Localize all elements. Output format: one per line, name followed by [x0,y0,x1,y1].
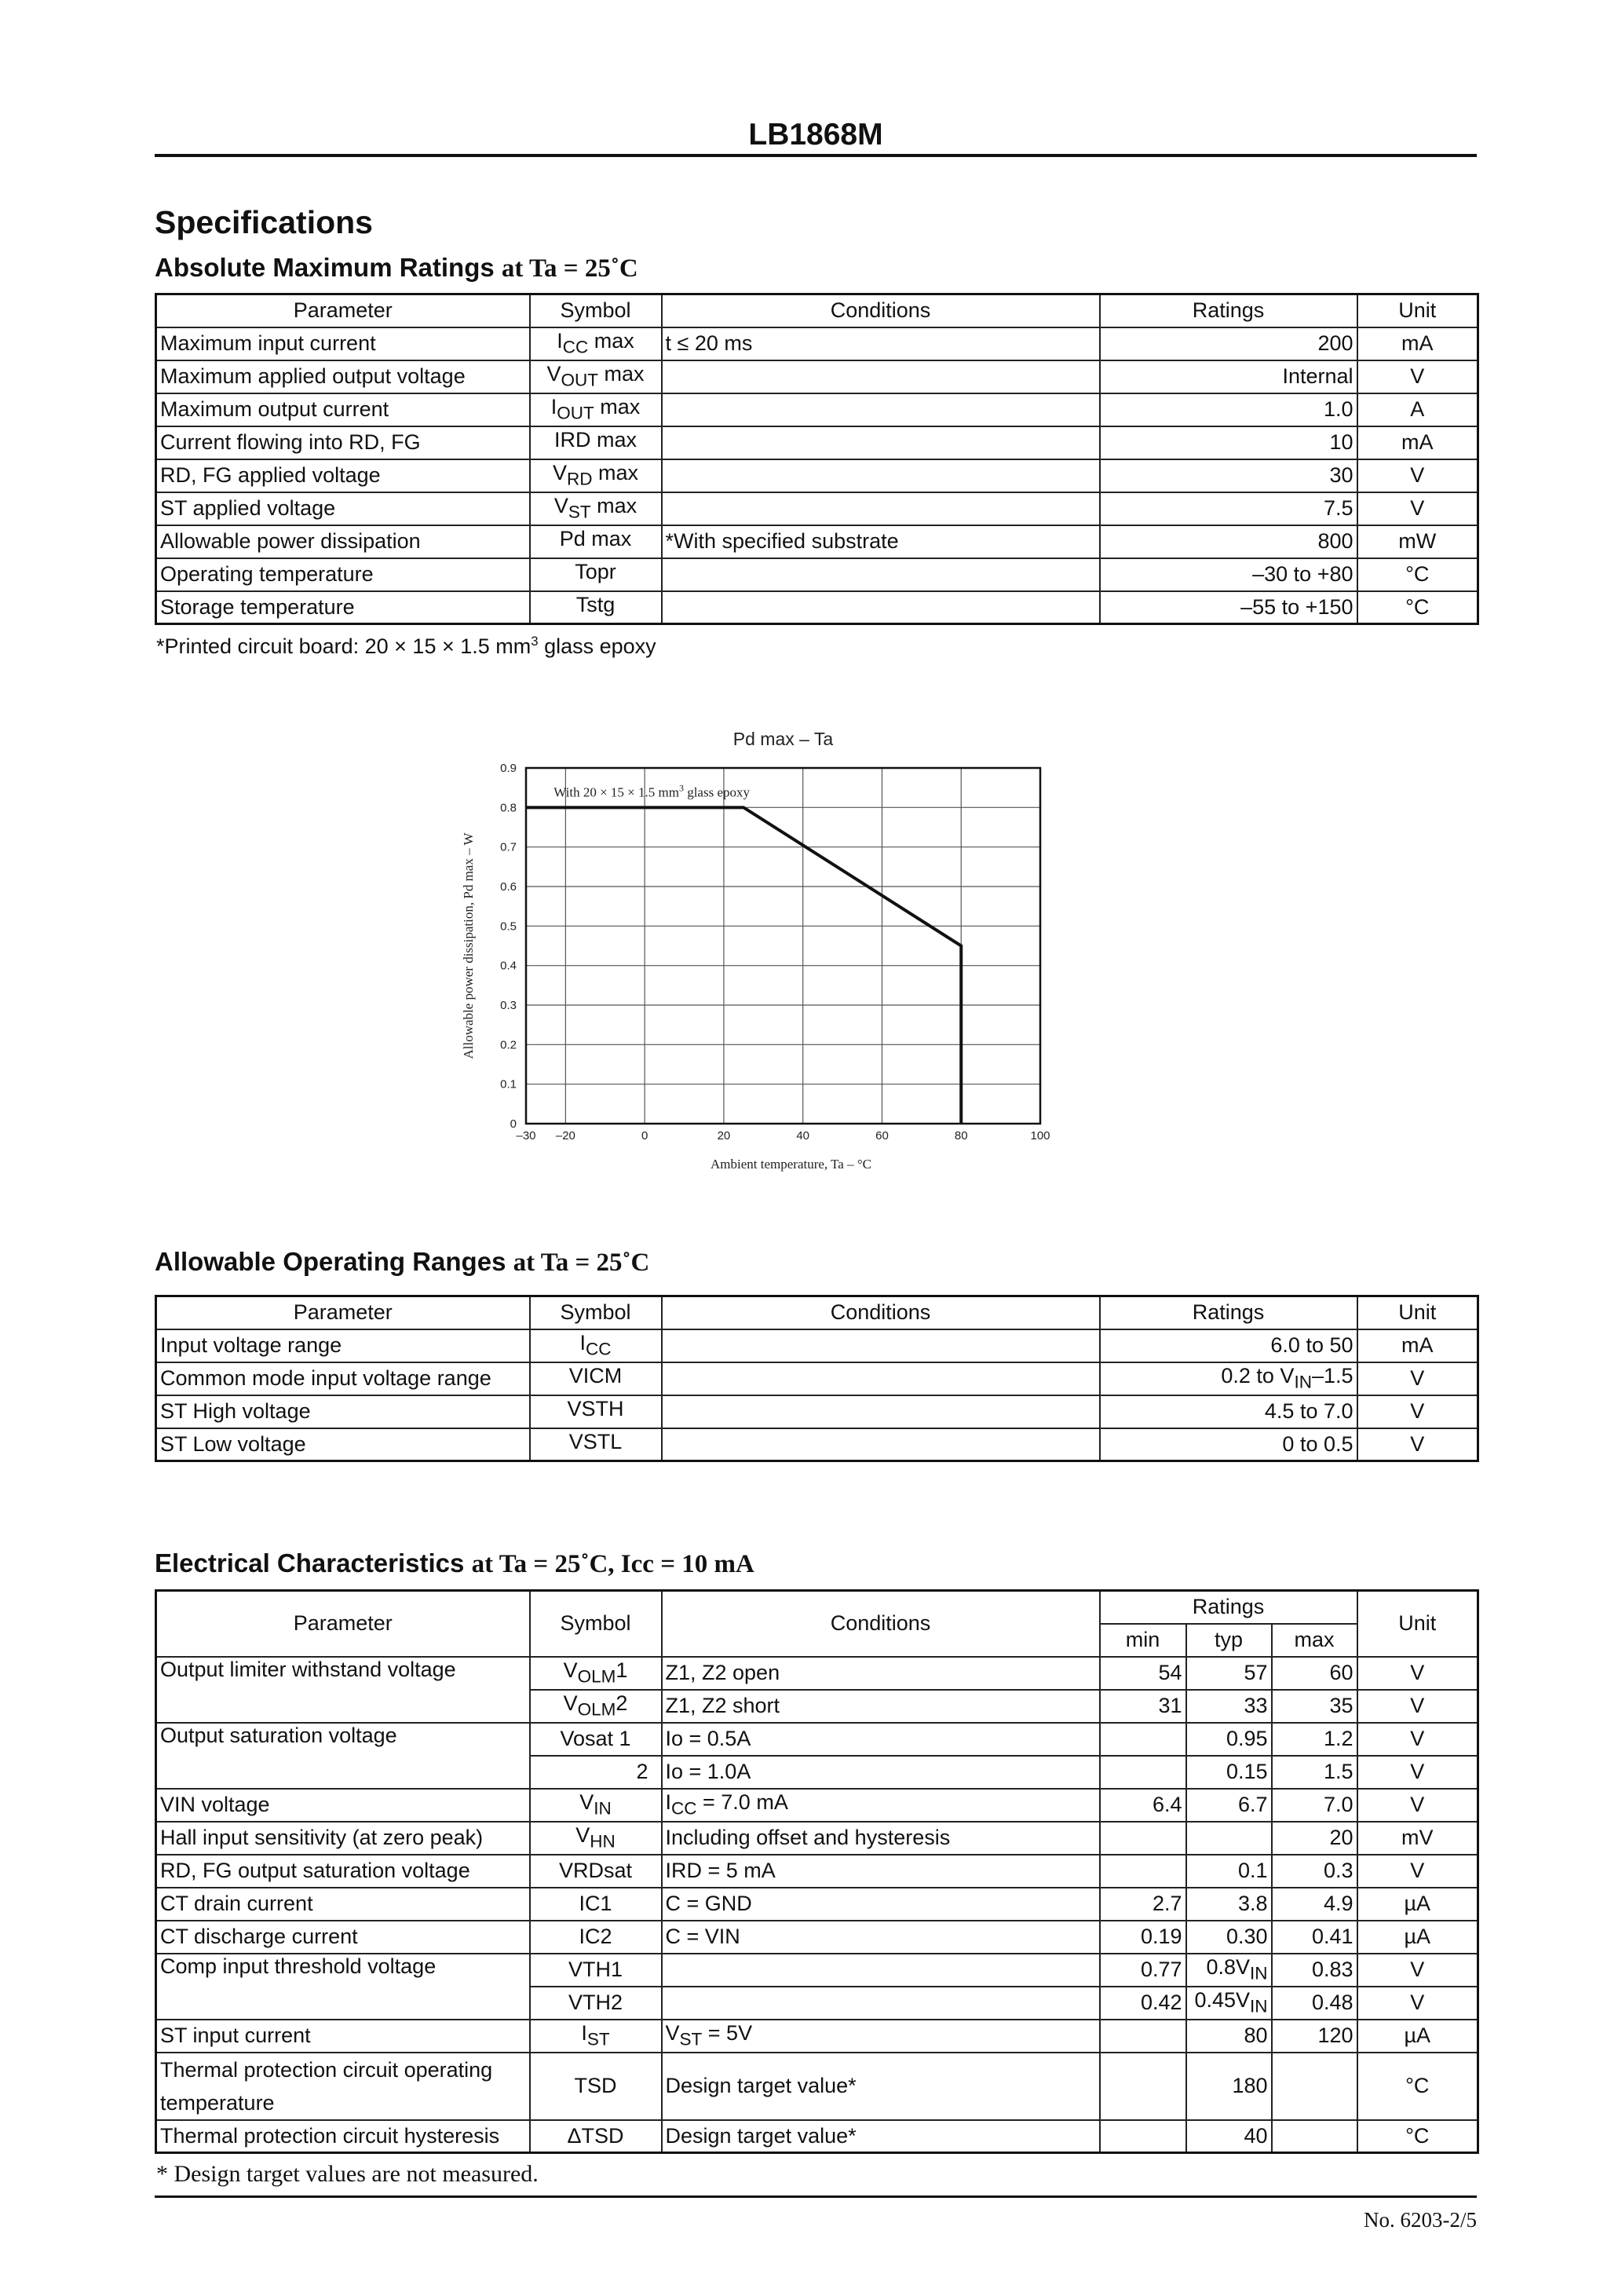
rating-cell: 0.2 to $V_{IN}-1.5$ [1100,1362,1357,1395]
unit-cell: mV [1357,1822,1478,1855]
condition-cell [662,426,1100,459]
y-tick-label: 0.5 [500,919,517,934]
x-tick-label: –30 [516,1129,536,1143]
symbol-cell: $I_{OUT}$ max [530,393,662,426]
symbol-cell: IC1 [530,1888,662,1921]
unit-cell: µA [1357,2020,1478,2053]
elec-table [155,1589,1479,2154]
max-cell [1272,2120,1357,2153]
page-title: LB1868M [748,118,883,152]
typ-cell: 3.8 [1186,1888,1272,1921]
param-cell: Common mode input voltage range [156,1362,530,1395]
x-tick-label: 80 [954,1129,968,1143]
x-tick-label: –20 [555,1129,575,1143]
typ-cell: 0.1 [1186,1855,1272,1888]
max-cell: 0.41 [1272,1921,1357,1954]
header-cell: Symbol [530,1296,662,1329]
unit-cell: V [1357,1756,1478,1789]
unit-cell: °C [1357,2120,1478,2153]
rating-cell: 10 [1100,426,1357,459]
table-row [156,459,1478,492]
page-number: No. 6203-2/5 [1364,2208,1477,2232]
symbol-cell: IC2 [530,1921,662,1954]
typ-cell: 0.30 [1186,1921,1272,1954]
y-tick-label: 0.8 [500,801,517,815]
unit-cell: mA [1357,426,1478,459]
y-tick-label: 0.9 [500,762,517,775]
unit-cell: V [1357,1362,1478,1395]
symbol-cell: IRD max [530,426,662,459]
condition-cell: $I_{CC} = 7.0$ mA [662,1789,1100,1822]
symbol-cell: VSTL [530,1428,662,1461]
max-cell: 7.0 [1272,1789,1357,1822]
unit-cell: V [1357,492,1478,525]
condition-cell: C = VIN [662,1921,1100,1954]
header-cell: Parameter [156,1296,530,1329]
unit-cell: V [1357,360,1478,393]
symbol-cell: $V_{OLM}1$ [530,1657,662,1690]
x-tick-label: 60 [875,1129,889,1143]
min-cell [1100,1723,1186,1756]
condition-cell: $V_{ST} = 5V$ [662,2020,1100,2053]
max-cell: 4.9 [1272,1888,1357,1921]
param-cell: ST High voltage [156,1395,530,1428]
y-tick-label: 0.1 [500,1077,517,1091]
rating-cell: –30 to +80 [1100,558,1357,591]
table-row [156,1362,1478,1395]
y-tick-label: 0.6 [500,880,517,894]
max-cell: 35 [1272,1690,1357,1723]
symbol-cell: ΔTSD [530,2120,662,2153]
abs-max-title: Absolute Maximum Ratings [155,253,495,282]
param-cell: Maximum output current [156,393,530,426]
header-cell: Parameter [156,1591,530,1657]
param-cell: RD, FG applied voltage [156,459,530,492]
condition-cell: Io = 1.0A [662,1756,1100,1789]
min-cell: 31 [1100,1690,1186,1723]
symbol-cell: $I_{CC}$ [530,1329,662,1362]
symbol-cell: Pd max [530,525,662,558]
condition-cell [662,360,1100,393]
y-axis-label: Allowable power dissipation, Pd max – W [461,832,476,1059]
min-cell [1100,2020,1186,2053]
param-cell: CT discharge current [156,1921,530,1954]
table-row [156,1329,1478,1362]
y-tick-label: 0.3 [500,999,517,1012]
param-cell: Thermal protection circuit operating temperature [156,2053,530,2120]
symbol-cell: VSTH [530,1395,662,1428]
pd-max-ta-chart [448,718,1076,1190]
max-cell: 0.3 [1272,1855,1357,1888]
rating-cell: –55 to +150 [1100,591,1357,624]
min-cell: 0.19 [1100,1921,1186,1954]
param-cell: Maximum applied output voltage [156,360,530,393]
x-tick-label: 20 [717,1129,731,1143]
unit-cell: °C [1357,558,1478,591]
condition-cell [662,393,1100,426]
table-row [156,1855,1478,1888]
table-row [156,1822,1478,1855]
table-row [156,591,1478,624]
unit-cell: V [1357,1428,1478,1461]
specifications-heading: Specifications [155,204,373,240]
param-cell: ST input current [156,2020,530,2053]
condition-cell: C = GND [662,1888,1100,1921]
table-row [156,360,1478,393]
rating-cell: 800 [1100,525,1357,558]
table-row [156,558,1478,591]
unit-cell: °C [1357,591,1478,624]
max-cell: 20 [1272,1822,1357,1855]
table-header-row [156,294,1478,327]
param-cell: Input voltage range [156,1329,530,1362]
symbol-cell: $V_{RD}$ max [530,459,662,492]
table-row [156,393,1478,426]
min-cell [1100,1855,1186,1888]
table-row [156,1395,1478,1428]
param-cell: Operating temperature [156,558,530,591]
param-cell: ST applied voltage [156,492,530,525]
header-cell: Ratings [1100,1591,1357,1624]
chart-title: Pd max – Ta [732,729,834,749]
param-cell: RD, FG output saturation voltage [156,1855,530,1888]
y-tick-label: 0 [510,1117,517,1131]
param-cell: Output limiter withstand voltage [156,1657,530,1723]
table-row [156,2120,1478,2153]
condition-cell: Z1, Z2 short [662,1690,1100,1723]
condition-cell: Z1, Z2 open [662,1657,1100,1690]
rating-cell: 1.0 [1100,393,1357,426]
table-row [156,2020,1478,2053]
symbol-cell: $V_{OUT}$ max [530,360,662,393]
symbol-cell: $V_{ST}$ max [530,492,662,525]
table-row [156,1789,1478,1822]
condition-cell: *With specified substrate [662,525,1100,558]
table-row [156,1657,1478,1690]
header-cell: min [1100,1624,1186,1657]
unit-cell: mW [1357,525,1478,558]
unit-cell: V [1357,1657,1478,1690]
param-cell: Output saturation voltage [156,1723,530,1789]
max-cell: 1.5 [1272,1756,1357,1789]
header-cell: Conditions [662,1296,1100,1329]
param-cell: Current flowing into RD, FG [156,426,530,459]
min-cell: 6.4 [1100,1789,1186,1822]
condition-cell [662,459,1100,492]
condition-cell [662,1395,1100,1428]
symbol-cell: VRDsat [530,1855,662,1888]
condition-cell: Design target value* [662,2053,1100,2120]
unit-cell: °C [1357,2053,1478,2120]
typ-cell: $0.8V_{IN}$ [1186,1954,1272,1987]
symbol-cell: 2 [530,1756,662,1789]
unit-cell: µA [1357,1921,1478,1954]
unit-cell: V [1357,1789,1478,1822]
typ-cell: 6.7 [1186,1789,1272,1822]
header-cell: max [1272,1624,1357,1657]
header-rule [155,154,1477,157]
header-cell: Symbol [530,294,662,327]
unit-cell: V [1357,1954,1478,1987]
typ-cell: 40 [1186,2120,1272,2153]
rating-cell: 200 [1100,327,1357,360]
x-tick-label: 100 [1030,1129,1050,1143]
note-tail: glass epoxy [538,634,656,658]
max-cell: 0.83 [1272,1954,1357,1987]
param-cell: Allowable power dissipation [156,525,530,558]
table-header-row [156,1296,1478,1329]
param-cell: CT drain current [156,1888,530,1921]
unit-cell: µA [1357,1888,1478,1921]
abs-max-condition: at Ta = 25˚C [501,254,638,283]
symbol-cell: VICM [530,1362,662,1395]
typ-cell: 33 [1186,1690,1272,1723]
header-cell: Conditions [662,1591,1100,1657]
param-cell: VIN voltage [156,1789,530,1822]
y-tick-label: 0.2 [500,1038,517,1052]
abs-max-table [155,293,1479,625]
typ-cell [1186,1822,1272,1855]
x-tick-label: 40 [796,1129,810,1143]
unit-cell: V [1357,1690,1478,1723]
condition-cell [662,1362,1100,1395]
symbol-cell: $V_{HN}$ [530,1822,662,1855]
unit-cell: A [1357,393,1478,426]
rating-cell: 7.5 [1100,492,1357,525]
elec-title: Electrical Characteristics [155,1548,465,1578]
min-cell [1100,2053,1186,2120]
rating-cell: 30 [1100,459,1357,492]
table-row [156,426,1478,459]
condition-cell [662,558,1100,591]
max-cell: 120 [1272,2020,1357,2053]
y-tick-label: 0.7 [500,840,517,854]
min-cell [1100,1822,1186,1855]
min-cell: 0.77 [1100,1954,1186,1987]
unit-cell: V [1357,1395,1478,1428]
header-cell: Conditions [662,294,1100,327]
table-row [156,327,1478,360]
condition-cell [662,591,1100,624]
condition-cell: Including offset and hysteresis [662,1822,1100,1855]
table-row [156,1888,1478,1921]
table-header-row [156,1591,1478,1624]
symbol-cell: Tstg [530,591,662,624]
symbol-cell: VTH1 [530,1954,662,1987]
symbol-cell: $V_{IN}$ [530,1789,662,1822]
condition-cell [662,1987,1100,2020]
condition-cell [662,1329,1100,1362]
symbol-cell: TSD [530,2053,662,2120]
rating-cell: 6.0 to 50 [1100,1329,1357,1362]
param-cell: Maximum input current [156,327,530,360]
table-row [156,1723,1478,1756]
y-tick-label: 0.4 [500,959,517,973]
header-cell: Symbol [530,1591,662,1657]
max-cell: 1.2 [1272,1723,1357,1756]
op-ranges-title: Allowable Operating Ranges [155,1247,506,1276]
elec-footnote: * Design target values are not measured. [156,2161,539,2187]
min-cell: 54 [1100,1657,1186,1690]
table-row [156,1921,1478,1954]
plot-frame [526,768,1040,1124]
table-row [156,2053,1478,2120]
condition-cell: t ≤ 20 ms [662,327,1100,360]
header-cell: Unit [1357,294,1478,327]
note-superscript: 3 [531,634,539,649]
symbol-cell: VTH2 [530,1987,662,2020]
symbol-cell: $I_{ST}$ [530,2020,662,2053]
elec-heading [155,1548,754,1579]
typ-cell: 57 [1186,1657,1272,1690]
min-cell [1100,2120,1186,2153]
op-ranges-condition: at Ta = 25˚C [513,1249,650,1277]
symbol-cell: $I_{CC}$ max [530,327,662,360]
chart-annotation: With 20 × 15 × 1.5 $mm^3$ glass epoxy [553,782,751,800]
elec-condition: at Ta = 25˚C, Icc = 10 mA [471,1550,754,1578]
condition-cell [662,1428,1100,1461]
header-cell: Unit [1357,1591,1478,1657]
rating-cell: 0 to 0.5 [1100,1428,1357,1461]
max-cell: 60 [1272,1657,1357,1690]
param-cell: Thermal protection circuit hysteresis [156,2120,530,2153]
unit-cell: V [1357,459,1478,492]
x-axis-label: Ambient temperature, Ta – °C [711,1157,871,1172]
footer-rule [155,2195,1477,2198]
table-row [156,492,1478,525]
condition-cell: IRD = 5 mA [662,1855,1100,1888]
op-ranges-table [155,1295,1479,1462]
unit-cell: mA [1357,327,1478,360]
unit-cell: mA [1357,1329,1478,1362]
table-row [156,1428,1478,1461]
header-cell: Parameter [156,294,530,327]
rating-cell: Internal [1100,360,1357,393]
unit-cell: V [1357,1987,1478,2020]
max-cell: 0.48 [1272,1987,1357,2020]
param-cell: Comp input threshold voltage [156,1954,530,2020]
table-row [156,525,1478,558]
condition-cell: Io = 0.5A [662,1723,1100,1756]
rating-cell: 4.5 to 7.0 [1100,1395,1357,1428]
typ-cell: 80 [1186,2020,1272,2053]
abs-max-note [156,634,656,659]
op-ranges-heading [155,1247,649,1278]
abs-max-heading [155,253,638,283]
table-row [156,1954,1478,1987]
unit-cell: V [1357,1723,1478,1756]
condition-cell [662,1954,1100,1987]
condition-cell: Design target value* [662,2120,1100,2153]
max-cell [1272,2053,1357,2120]
min-cell: 0.42 [1100,1987,1186,2020]
param-cell: ST Low voltage [156,1428,530,1461]
symbol-cell: Vosat 1 [530,1723,662,1756]
typ-cell: 180 [1186,2053,1272,2120]
condition-cell [662,492,1100,525]
x-tick-label: 0 [641,1129,648,1143]
typ-cell: $0.45V_{IN}$ [1186,1987,1272,2020]
unit-cell: V [1357,1855,1478,1888]
min-cell [1100,1756,1186,1789]
header-cell: typ [1186,1624,1272,1657]
param-cell: Storage temperature [156,591,530,624]
note-text: *Printed circuit board: 20 × 15 × 1.5 mm [156,634,532,658]
header-cell: Ratings [1100,294,1357,327]
symbol-cell: $V_{OLM}2$ [530,1690,662,1723]
param-cell: Hall input sensitivity (at zero peak) [156,1822,530,1855]
typ-cell: 0.95 [1186,1723,1272,1756]
header-cell: Unit [1357,1296,1478,1329]
symbol-cell: Topr [530,558,662,591]
min-cell: 2.7 [1100,1888,1186,1921]
header-cell: Ratings [1100,1296,1357,1329]
typ-cell: 0.15 [1186,1756,1272,1789]
